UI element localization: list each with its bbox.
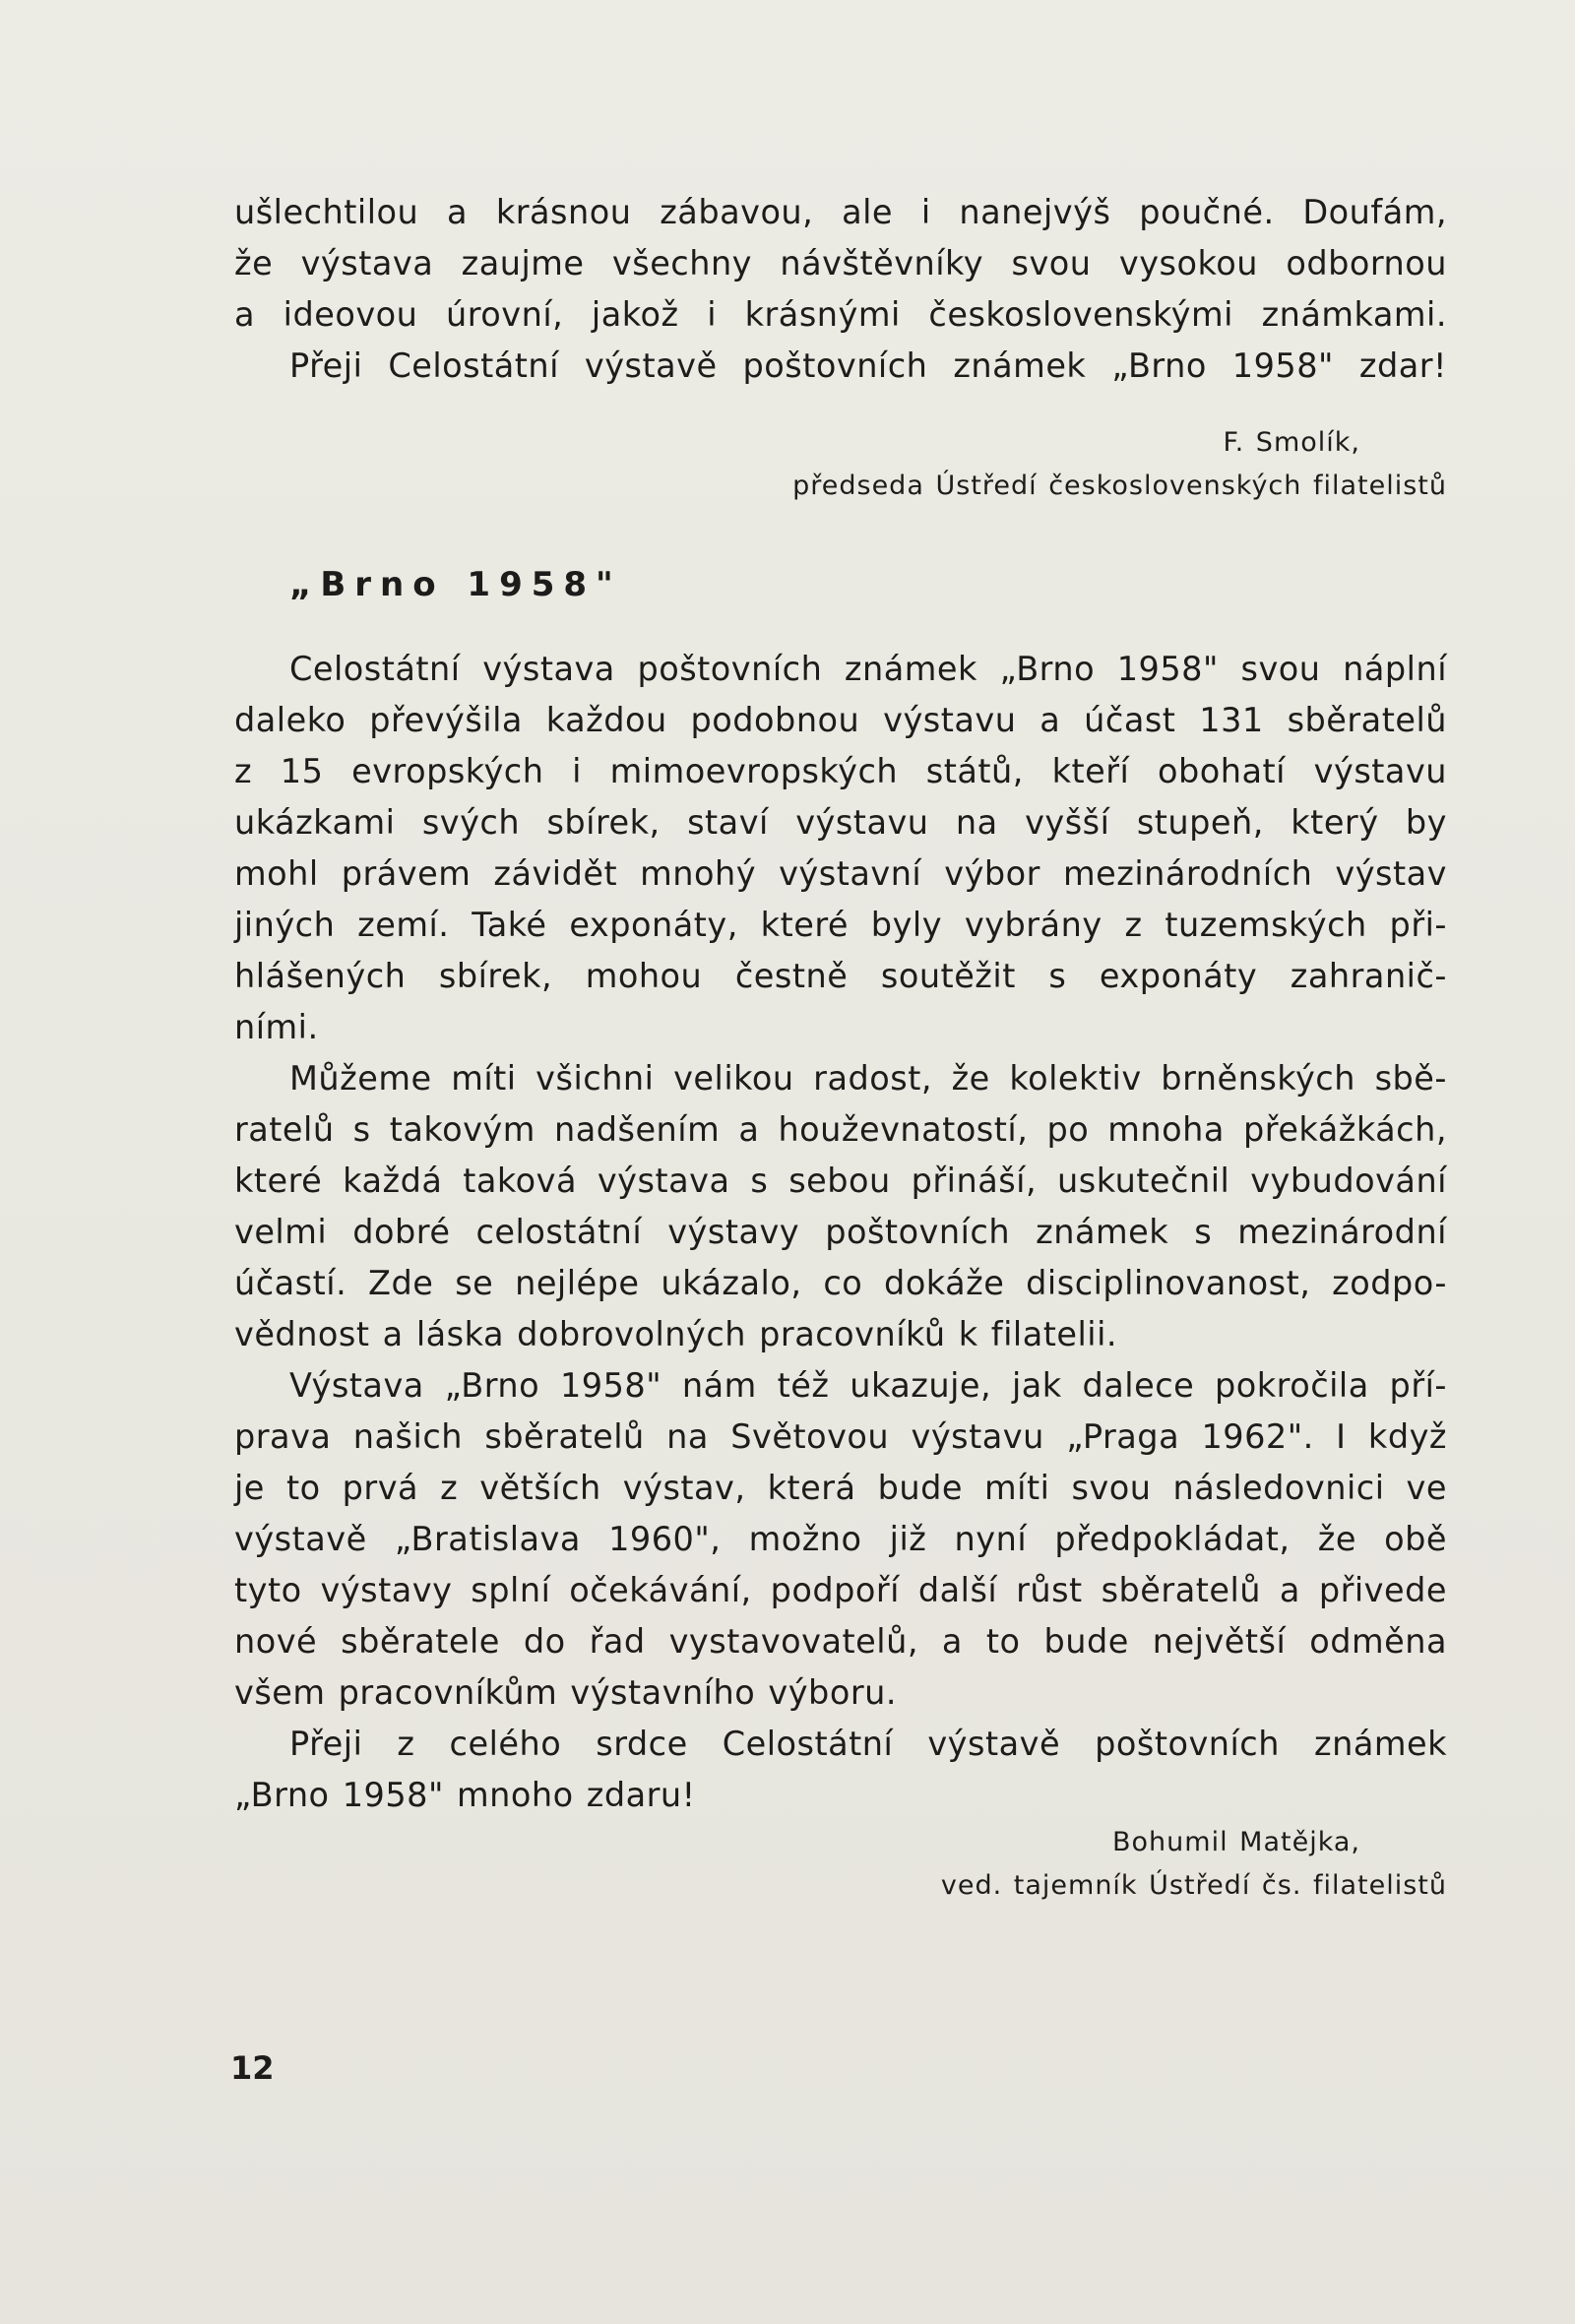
text-line: Přeji z celého srdce Celostátní výstavě poštovních známek: [289, 1725, 1447, 1763]
intro-paragraph: [234, 187, 1447, 392]
text-line: hlášených sbírek, mohou čestně soutěžit s exponáty zahranič-: [234, 957, 1447, 995]
text-line: vědnost a láska dobrovolných pracovníků k filatelii.: [234, 1315, 1118, 1353]
text-line: mohl právem závidět mnohý výstavní výbor mezinárodních výstav: [234, 854, 1447, 893]
paragraph-3: [234, 1360, 1447, 1719]
page-number: 12: [230, 2049, 275, 2087]
text-line: prava našich sběratelů na Světovou výstavu „Praga 1962". I když: [234, 1417, 1447, 1456]
text-line: výstavě „Bratislava 1960", možno již nyní předpokládat, že obě: [234, 1520, 1447, 1558]
body-text: [234, 187, 1447, 1908]
signature-name: F. Smolík,: [1223, 427, 1360, 458]
text-line: Přeji Celostátní výstavě poštovních známek „Brno 1958" zdar!: [289, 346, 1447, 385]
text-line: nové sběratele do řad vystavovatelů, a to bude největší odměna: [234, 1622, 1447, 1661]
text-line: které každá taková výstava s sebou přináší, uskutečnil vybudování: [234, 1162, 1447, 1200]
text-line: ušlechtilou a krásnou zábavou, ale i nanejvýš poučné. Doufám,: [234, 193, 1447, 231]
text-line: účastí. Zde se nejlépe ukázalo, co dokáže disciplinovanost, zodpo-: [234, 1264, 1447, 1302]
text-line: velmi dobré celostátní výstavy poštovních známek s mezinárodní: [234, 1213, 1447, 1251]
text-line: „Brno 1958" mnoho zdaru!: [234, 1776, 696, 1814]
text-line: Výstava „Brno 1958" nám též ukazuje, jak dalece pokročila pří-: [289, 1366, 1447, 1405]
text-line: ukázkami svých sbírek, staví výstavu na vyšší stupeň, který by: [234, 803, 1447, 842]
section-heading: „Brno 1958": [289, 565, 622, 604]
signature-matejka: [234, 1821, 1447, 1908]
text-line: z 15 evropských i mimoevropských států, kteří obohatí výstavu: [234, 752, 1447, 790]
text-line: ními.: [234, 1008, 319, 1046]
text-line: Můžeme míti všichni velikou radost, že kolektiv brněnských sbě-: [289, 1059, 1447, 1098]
signature-smolik: [234, 421, 1447, 508]
signature-name: Bohumil Matějka,: [1112, 1827, 1360, 1857]
text-line: je to prvá z větších výstav, která bude míti svou následovnici ve: [234, 1469, 1447, 1507]
text-line: ratelů s takovým nadšením a houževnatostí, po mnoha překážkách,: [234, 1110, 1447, 1149]
paragraph-1: [234, 644, 1447, 1053]
text-line: tyto výstavy splní očekávání, podpoří další růst sběratelů a přivede: [234, 1571, 1447, 1609]
paragraph-4: [234, 1719, 1447, 1821]
text-line: a ideovou úrovní, jakož i krásnými československými známkami.: [234, 295, 1447, 334]
text-line: všem pracovníkům výstavního výboru.: [234, 1673, 897, 1712]
signature-title: předseda Ústředí československých filatelistů: [792, 471, 1447, 501]
text-line: daleko převýšila každou podobnou výstavu a účast 131 sběratelů: [234, 701, 1447, 739]
signature-title: ved. tajemník Ústředí čs. filatelistů: [940, 1870, 1447, 1901]
paragraph-2: [234, 1053, 1447, 1360]
text-line: že výstava zaujme všechny návštěvníky svou vysokou odbornou: [234, 244, 1447, 283]
text-line: Celostátní výstava poštovních známek „Brno 1958" svou náplní: [289, 650, 1447, 688]
text-line: jiných zemí. Také exponáty, které byly vybrány z tuzemských při-: [234, 906, 1447, 944]
